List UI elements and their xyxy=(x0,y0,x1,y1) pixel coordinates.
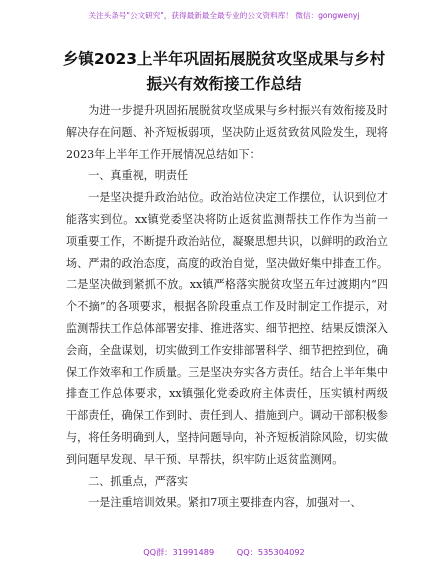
section-1-paragraph: 一是坚决提升政治站位。政治站位决定工作摆位，认识到位才能落实到位。xx镇党委坚决将防止返贫监测帮扶工作作为当前一项重要工作，不断提升政治站位，凝聚思想共识，以鲜明的政治立场、严肃的政治态度，高度的政治自觉，坚决做好集中排查工作。二是坚决做到紧抓不放。xx镇严格落实脱贫攻坚五年过渡期内“四个不摘”的各项要求，根据各阶段重点工作及时制定工作提示，对监测帮扶工作总体部署安排、推进落实、细节把控、结果反馈深入会商，全盘谋划，切实做到工作安排部署科学、细节把控到位，确保工作效率和工作质量。三是坚决夯实各方责任。结合上半年集中排查工作总体要求，xx镇强化党委政府主体责任，压实镇村两级干部责任，确保工作到时、责任到人、措施到户。调动干部积极参与，将任务明确到人，坚持问题导向，补齐短板消除风险，切实做到问题早发现、早干预、早帮扶，织牢防止返贫监测网。 xyxy=(66,191,388,466)
title-line-2: 振兴有效衔接工作总结 xyxy=(146,75,302,93)
intro-paragraph: 为进一步提升巩固拓展脱贫攻坚成果与乡村振兴有效衔接及时解决存在问题、补齐短板弱项，坚决防止返贫致贫风险发生，现将2023年上半年工作开展情况总结如下： xyxy=(66,104,388,161)
document-body xyxy=(66,100,388,514)
qq-group-text: QQ群：31991489 xyxy=(143,547,215,557)
promo-banner: 关注头条号"公文研究"，获得最新最全最专业的公文资料库！ 微信：gongwenyj xyxy=(88,11,360,20)
title-line-1: 乡镇2023上半年巩固拓展脱贫攻坚成果与乡村 xyxy=(62,50,386,68)
document-title xyxy=(60,47,388,97)
qq-text: QQ：535304092 xyxy=(236,547,305,557)
section-heading-1: 一、真重视，明责任 xyxy=(88,169,189,183)
section-heading-2: 二、抓重点，严落实 xyxy=(88,474,189,488)
section-2-paragraph: 一是注重培训效果。紧扣7项主要排查内容，加强对一、 xyxy=(88,496,362,510)
contact-footer xyxy=(0,547,448,558)
